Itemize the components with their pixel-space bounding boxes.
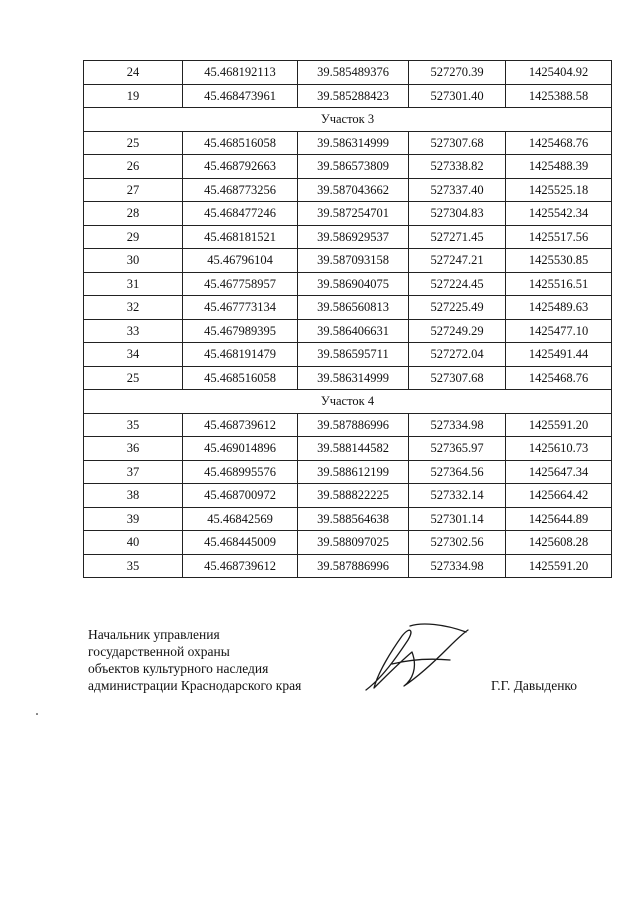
latitude-cell: 45.46796104 xyxy=(183,249,298,273)
point-number-cell: 34 xyxy=(84,343,183,367)
coordinates-table xyxy=(83,60,612,578)
y-coordinate-cell: 1425388.58 xyxy=(506,84,612,108)
longitude-cell: 39.587886996 xyxy=(298,554,409,578)
table-row xyxy=(84,272,612,296)
section-label: Участок 4 xyxy=(84,390,612,414)
longitude-cell: 39.588097025 xyxy=(298,531,409,555)
x-coordinate-cell: 527334.98 xyxy=(409,554,506,578)
coordinates-table-body xyxy=(84,61,612,578)
latitude-cell: 45.468516058 xyxy=(183,131,298,155)
latitude-cell: 45.469014896 xyxy=(183,437,298,461)
table-row xyxy=(84,249,612,273)
x-coordinate-cell: 527334.98 xyxy=(409,413,506,437)
y-coordinate-cell: 1425610.73 xyxy=(506,437,612,461)
latitude-cell: 45.467773134 xyxy=(183,296,298,320)
table-row xyxy=(84,61,612,85)
table-row xyxy=(84,507,612,531)
latitude-cell: 45.468516058 xyxy=(183,366,298,390)
table-row xyxy=(84,84,612,108)
latitude-cell: 45.468995576 xyxy=(183,460,298,484)
point-number-cell: 33 xyxy=(84,319,183,343)
longitude-cell: 39.586560813 xyxy=(298,296,409,320)
y-coordinate-cell: 1425664.42 xyxy=(506,484,612,508)
x-coordinate-cell: 527301.14 xyxy=(409,507,506,531)
latitude-cell: 45.468773256 xyxy=(183,178,298,202)
table-row xyxy=(84,413,612,437)
x-coordinate-cell: 527337.40 xyxy=(409,178,506,202)
section-label: Участок 3 xyxy=(84,108,612,132)
x-coordinate-cell: 527225.49 xyxy=(409,296,506,320)
table-row xyxy=(84,437,612,461)
y-coordinate-cell: 1425608.28 xyxy=(506,531,612,555)
x-coordinate-cell: 527307.68 xyxy=(409,366,506,390)
y-coordinate-cell: 1425542.34 xyxy=(506,202,612,226)
section-header-row xyxy=(84,390,612,414)
longitude-cell: 39.588564638 xyxy=(298,507,409,531)
x-coordinate-cell: 527307.68 xyxy=(409,131,506,155)
section-header-row xyxy=(84,108,612,132)
table-row xyxy=(84,202,612,226)
table-row xyxy=(84,531,612,555)
table-row xyxy=(84,460,612,484)
x-coordinate-cell: 527272.04 xyxy=(409,343,506,367)
longitude-cell: 39.588822225 xyxy=(298,484,409,508)
position-line-4: администрации Краснодарского края xyxy=(88,678,302,693)
x-coordinate-cell: 527364.56 xyxy=(409,460,506,484)
longitude-cell: 39.588144582 xyxy=(298,437,409,461)
latitude-cell: 45.468192113 xyxy=(183,61,298,85)
point-number-cell: 36 xyxy=(84,437,183,461)
longitude-cell: 39.585489376 xyxy=(298,61,409,85)
x-coordinate-cell: 527271.45 xyxy=(409,225,506,249)
point-number-cell: 27 xyxy=(84,178,183,202)
y-coordinate-cell: 1425468.76 xyxy=(506,131,612,155)
handwritten-signature xyxy=(352,618,472,698)
latitude-cell: 45.468473961 xyxy=(183,84,298,108)
y-coordinate-cell: 1425477.10 xyxy=(506,319,612,343)
position-line-2: государственной охраны xyxy=(88,644,230,659)
point-number-cell: 30 xyxy=(84,249,183,273)
y-coordinate-cell: 1425517.56 xyxy=(506,225,612,249)
table-row xyxy=(84,484,612,508)
y-coordinate-cell: 1425516.51 xyxy=(506,272,612,296)
x-coordinate-cell: 527301.40 xyxy=(409,84,506,108)
table-row xyxy=(84,178,612,202)
longitude-cell: 39.587886996 xyxy=(298,413,409,437)
point-number-cell: 39 xyxy=(84,507,183,531)
table-row xyxy=(84,155,612,179)
longitude-cell: 39.586573809 xyxy=(298,155,409,179)
table-row xyxy=(84,343,612,367)
y-coordinate-cell: 1425530.85 xyxy=(506,249,612,273)
point-number-cell: 35 xyxy=(84,413,183,437)
point-number-cell: 24 xyxy=(84,61,183,85)
y-coordinate-cell: 1425489.63 xyxy=(506,296,612,320)
y-coordinate-cell: 1425647.34 xyxy=(506,460,612,484)
y-coordinate-cell: 1425591.20 xyxy=(506,413,612,437)
table-row xyxy=(84,366,612,390)
longitude-cell: 39.588612199 xyxy=(298,460,409,484)
point-number-cell: 37 xyxy=(84,460,183,484)
position-line-1: Начальник управления xyxy=(88,627,220,642)
latitude-cell: 45.468739612 xyxy=(183,413,298,437)
y-coordinate-cell: 1425491.44 xyxy=(506,343,612,367)
x-coordinate-cell: 527304.83 xyxy=(409,202,506,226)
y-coordinate-cell: 1425488.39 xyxy=(506,155,612,179)
longitude-cell: 39.587093158 xyxy=(298,249,409,273)
x-coordinate-cell: 527224.45 xyxy=(409,272,506,296)
x-coordinate-cell: 527332.14 xyxy=(409,484,506,508)
point-number-cell: 29 xyxy=(84,225,183,249)
y-coordinate-cell: 1425644.89 xyxy=(506,507,612,531)
longitude-cell: 39.586406631 xyxy=(298,319,409,343)
table-row xyxy=(84,319,612,343)
table-row xyxy=(84,131,612,155)
point-number-cell: 31 xyxy=(84,272,183,296)
latitude-cell: 45.468792663 xyxy=(183,155,298,179)
y-coordinate-cell: 1425525.18 xyxy=(506,178,612,202)
latitude-cell: 45.468739612 xyxy=(183,554,298,578)
y-coordinate-cell: 1425404.92 xyxy=(506,61,612,85)
latitude-cell: 45.468181521 xyxy=(183,225,298,249)
latitude-cell: 45.46842569 xyxy=(183,507,298,531)
x-coordinate-cell: 527249.29 xyxy=(409,319,506,343)
table-row xyxy=(84,296,612,320)
point-number-cell: 28 xyxy=(84,202,183,226)
longitude-cell: 39.586314999 xyxy=(298,366,409,390)
latitude-cell: 45.468191479 xyxy=(183,343,298,367)
point-number-cell: 25 xyxy=(84,131,183,155)
longitude-cell: 39.586595711 xyxy=(298,343,409,367)
latitude-cell: 45.468700972 xyxy=(183,484,298,508)
point-number-cell: 19 xyxy=(84,84,183,108)
signature-title-block xyxy=(88,626,301,694)
point-number-cell: 40 xyxy=(84,531,183,555)
point-number-cell: 38 xyxy=(84,484,183,508)
table-row xyxy=(84,225,612,249)
point-number-cell: 26 xyxy=(84,155,183,179)
x-coordinate-cell: 527365.97 xyxy=(409,437,506,461)
table-row xyxy=(84,554,612,578)
latitude-cell: 45.468445009 xyxy=(183,531,298,555)
scan-speck xyxy=(36,713,38,715)
x-coordinate-cell: 527338.82 xyxy=(409,155,506,179)
x-coordinate-cell: 527247.21 xyxy=(409,249,506,273)
latitude-cell: 45.468477246 xyxy=(183,202,298,226)
longitude-cell: 39.587254701 xyxy=(298,202,409,226)
y-coordinate-cell: 1425468.76 xyxy=(506,366,612,390)
y-coordinate-cell: 1425591.20 xyxy=(506,554,612,578)
x-coordinate-cell: 527270.39 xyxy=(409,61,506,85)
longitude-cell: 39.587043662 xyxy=(298,178,409,202)
longitude-cell: 39.585288423 xyxy=(298,84,409,108)
latitude-cell: 45.467758957 xyxy=(183,272,298,296)
longitude-cell: 39.586314999 xyxy=(298,131,409,155)
longitude-cell: 39.586929537 xyxy=(298,225,409,249)
position-line-3: объектов культурного наследия xyxy=(88,661,269,676)
point-number-cell: 35 xyxy=(84,554,183,578)
signer-name: Г.Г. Давыденко xyxy=(491,678,578,693)
point-number-cell: 32 xyxy=(84,296,183,320)
x-coordinate-cell: 527302.56 xyxy=(409,531,506,555)
point-number-cell: 25 xyxy=(84,366,183,390)
latitude-cell: 45.467989395 xyxy=(183,319,298,343)
longitude-cell: 39.586904075 xyxy=(298,272,409,296)
